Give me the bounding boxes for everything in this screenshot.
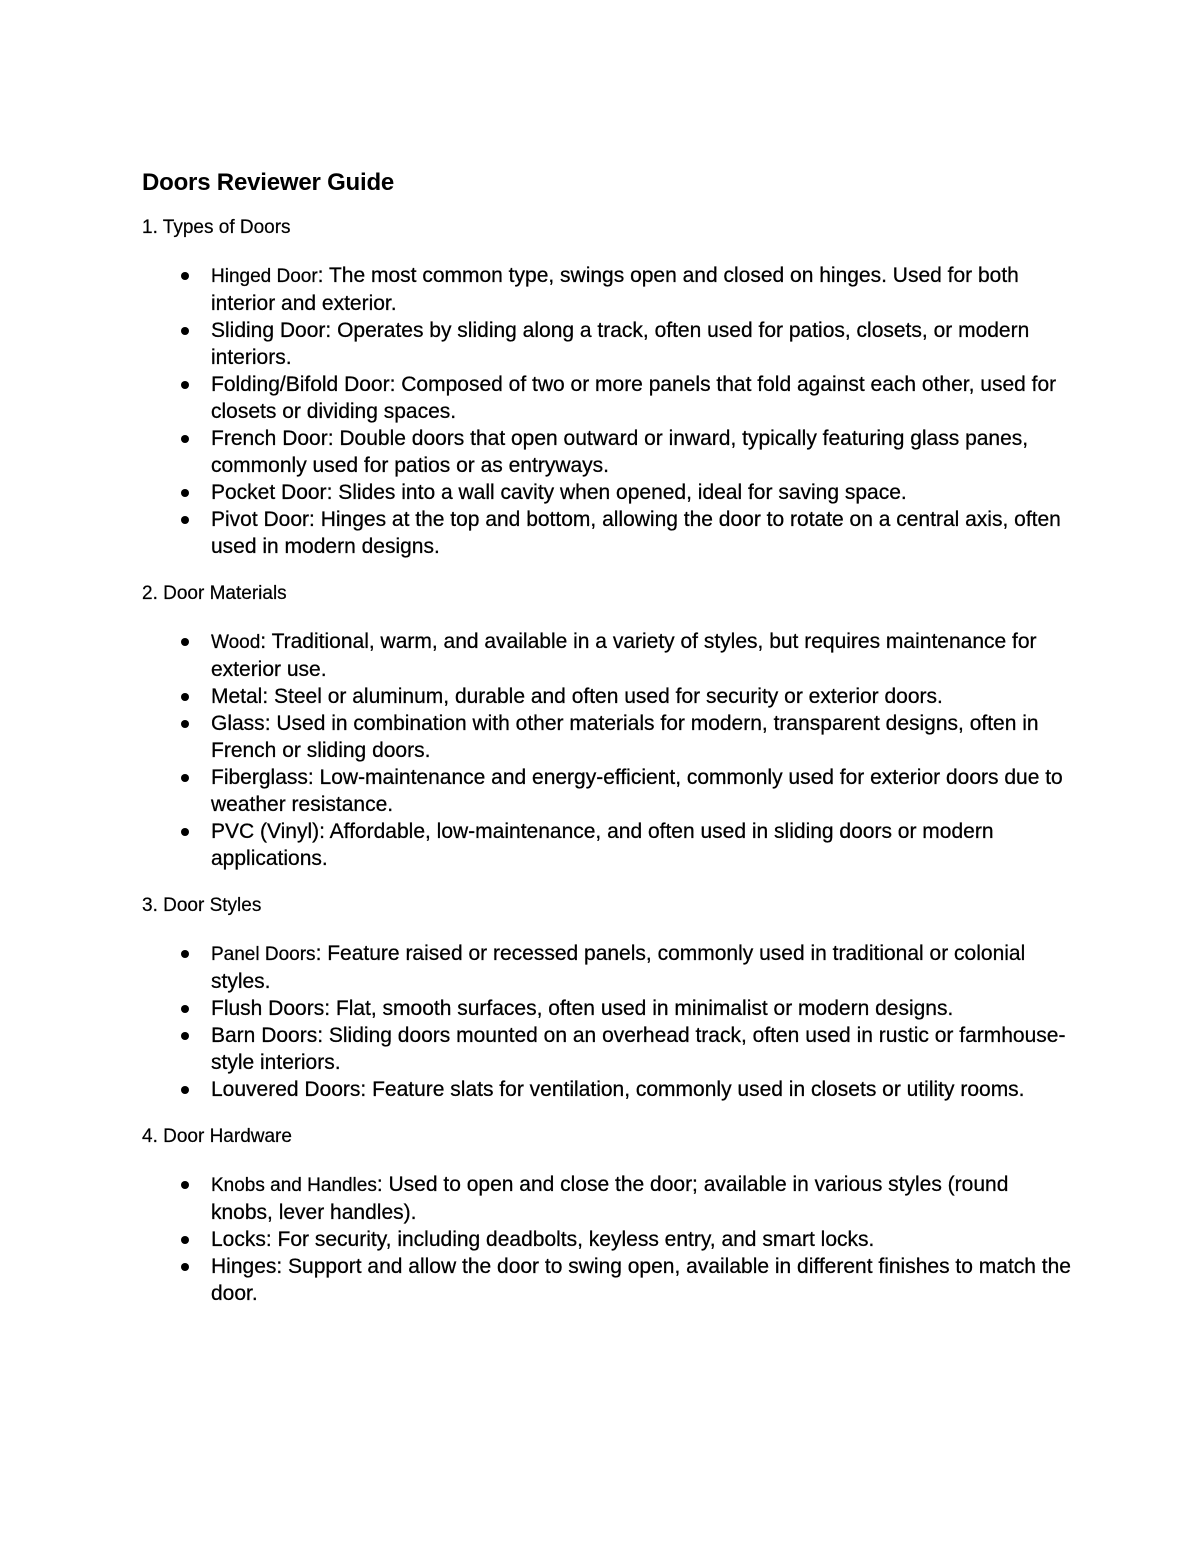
bullet-icon [181, 1032, 189, 1040]
item-text: : Operates by sliding along a track, often used for patios, closets, or modern interiors. [211, 319, 1030, 369]
item-term: Hinges [211, 1255, 277, 1278]
list-item [142, 262, 1072, 317]
bullet-icon [181, 720, 189, 728]
item-text: : Affordable, low-maintenance, and often used in sliding doors or modern applications. [211, 820, 994, 870]
bullet-icon [181, 272, 189, 280]
bullet-icon [181, 1181, 189, 1189]
list-item [142, 764, 1072, 818]
item-text: : Support and allow the door to swing open, available in different finishes to match the door. [211, 1255, 1071, 1305]
list-item [142, 371, 1072, 425]
bullet-icon [181, 381, 189, 389]
item-text: : Used to open and close the door; available in various styles (round knobs, lever handles). [211, 1173, 1009, 1224]
materials-list [142, 628, 1072, 872]
bullet-icon [181, 638, 189, 646]
list-item [142, 1022, 1072, 1076]
item-term: Louvered Doors [211, 1078, 361, 1101]
item-term: Flush Doors [211, 997, 325, 1020]
item-term: Folding/Bifold Door [211, 373, 390, 396]
list-item [142, 1076, 1072, 1103]
item-term: Metal [211, 685, 263, 708]
item-term: French Door [211, 427, 328, 450]
list-item [142, 683, 1072, 710]
item-text: : Double doors that open outward or inward, typically featuring glass panes, commonly used for patios or as entryways. [211, 427, 1029, 477]
item-term: Panel Doors [211, 944, 316, 965]
item-term: Barn Doors [211, 1024, 318, 1047]
bullet-icon [181, 1005, 189, 1013]
section-heading-styles: 3. Door Styles [142, 895, 262, 916]
list-item [142, 1226, 1072, 1253]
item-text: : Sliding doors mounted on an overhead track, often used in rustic or farmhouse-style interiors. [211, 1024, 1066, 1074]
item-text: : Hinges at the top and bottom, allowing the door to rotate on a central axis, often used in modern designs. [211, 508, 1061, 558]
item-term: Knobs and Handles [211, 1175, 377, 1196]
list-item [142, 506, 1072, 560]
item-term: PVC (Vinyl) [211, 820, 320, 843]
bullet-icon [181, 327, 189, 335]
item-text: : Feature raised or recessed panels, commonly used in traditional or colonial styles. [211, 942, 1026, 993]
bullet-icon [181, 516, 189, 524]
item-text: : Composed of two or more panels that fold against each other, used for closets or dividing spaces. [211, 373, 1057, 423]
item-text: : Low-maintenance and energy-efficient, commonly used for exterior doors due to weather resistance. [211, 766, 1063, 816]
item-text: : For security, including deadbolts, keyless entry, and smart locks. [265, 1228, 875, 1251]
bullet-icon [181, 1236, 189, 1244]
section-heading-materials: 2. Door Materials [142, 583, 287, 604]
list-item [142, 479, 1072, 506]
item-text: : The most common type, swings open and closed on hinges. Used for both interior and exterior. [211, 264, 1019, 315]
item-term: Fiberglass [211, 766, 308, 789]
list-item [142, 425, 1072, 479]
list-item [142, 1253, 1072, 1307]
document-page [142, 168, 1072, 1329]
item-term: Locks [211, 1228, 266, 1251]
bullet-icon [181, 1263, 189, 1271]
section-heading-types: 1. Types of Doors [142, 217, 291, 238]
item-text: : Steel or aluminum, durable and often used for security or exterior doors. [262, 685, 943, 708]
section-heading-hardware: 4. Door Hardware [142, 1126, 292, 1147]
item-text: : Flat, smooth surfaces, often used in minimalist or modern designs. [324, 997, 954, 1020]
item-text: : Feature slats for ventilation, commonly used in closets or utility rooms. [360, 1078, 1025, 1101]
document-title: Doors Reviewer Guide [142, 169, 395, 196]
item-text: : Traditional, warm, and available in a variety of styles, but requires maintenance for exterior use. [211, 630, 1037, 681]
list-item [142, 940, 1072, 995]
item-term: Pivot Door [211, 508, 310, 531]
item-term: Sliding Door [211, 319, 326, 342]
bullet-icon [181, 693, 189, 701]
item-term: Glass [211, 712, 265, 735]
hardware-list [142, 1171, 1072, 1307]
list-item [142, 995, 1072, 1022]
item-term: Pocket Door [211, 481, 327, 504]
list-item [142, 710, 1072, 764]
list-item [142, 628, 1072, 683]
list-item [142, 1171, 1072, 1226]
item-term: Hinged Door [211, 266, 318, 287]
bullet-icon [181, 1086, 189, 1094]
item-text: : Slides into a wall cavity when opened, ideal for saving space. [326, 481, 907, 504]
list-item [142, 818, 1072, 872]
list-item [142, 317, 1072, 371]
styles-list [142, 940, 1072, 1103]
item-term: Wood [211, 632, 261, 653]
bullet-icon [181, 950, 189, 958]
bullet-icon [181, 774, 189, 782]
types-list [142, 262, 1072, 560]
bullet-icon [181, 828, 189, 836]
item-text: : Used in combination with other materials for modern, transparent designs, often in French or sliding doors. [211, 712, 1039, 762]
bullet-icon [181, 489, 189, 497]
bullet-icon [181, 435, 189, 443]
